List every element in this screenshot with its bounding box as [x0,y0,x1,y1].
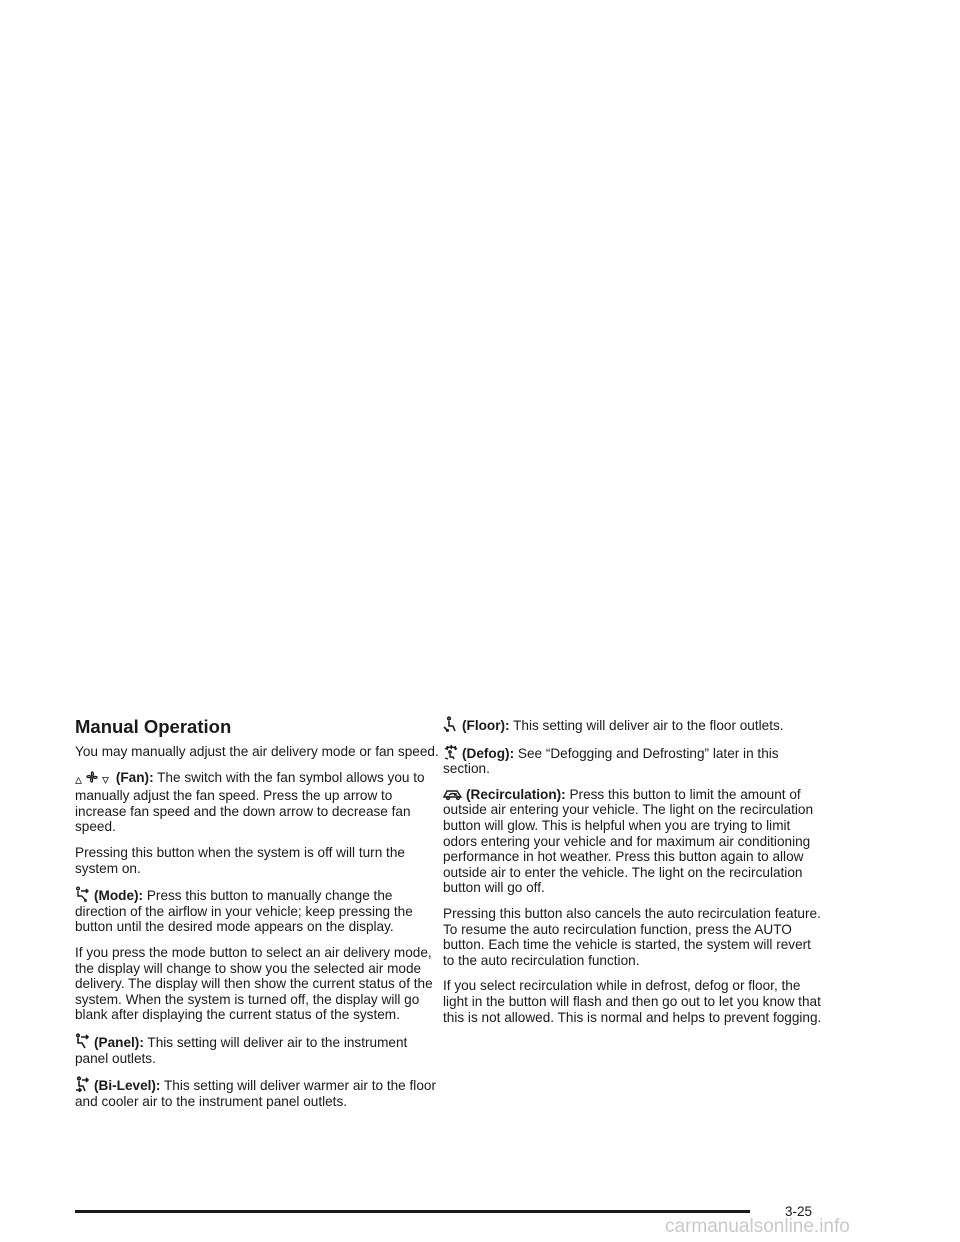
floor-paragraph [443,716,823,734]
intro-paragraph: You may manually adjust the air delivery mode or fan speed. [75,744,439,759]
fan-text: The switch with the fan symbol allows you to manually adjust the fan speed. Press the up arrow to increase fan speed and the down arrow to decrease fan speed. [75,769,425,835]
bilevel-text: This setting will deliver warmer air to the floor and cooler air to the instrument panel outlets. [75,1078,436,1109]
defog-text: See “Defogging and Defrosting” later in this section. [443,745,779,777]
mode-term: (Mode): [94,888,144,904]
fan-note: Pressing this button when the system is off will turn the system on. [75,844,405,876]
mode-text: Press this button to manually change the direction of the airflow in your vehicle; keep pressing the button until the desired mode appears on the display. [75,888,413,935]
floor-term: (Floor): [462,718,510,733]
watermark: carmanualsonline.info [665,1216,850,1237]
right-column [443,716,823,1035]
recirculation-note-1: Pressing this button also cancels the auto recirculation feature. To resume the auto recirculation function, press the AUTO button. Each time the vehicle is started, the system will revert to the auto recirculation function. [443,905,821,968]
panel-paragraph [75,1033,440,1066]
page-number: 3-25 [785,1204,813,1219]
mode-icon [75,886,91,902]
bilevel-term: (Bi-Level): [94,1078,161,1094]
bilevel-paragraph [75,1076,440,1109]
fan-icon [85,770,99,784]
defog-term: (Defog): [462,745,515,761]
mode-note: If you press the mode button to select an air delivery mode, the display will change to show you the selected air mode delivery. The display will then show the current status of the system. When the system is turned off, the display will go blank after displaying the current status of the system. [75,944,433,1023]
left-column [75,716,440,1119]
panel-vent-icon [75,1033,91,1049]
fan-term: (Fan): [115,769,154,785]
mode-paragraph [75,886,440,935]
fan-down-icon: ▿ [102,771,110,788]
recirculation-note-2: If you select recirculation while in defrost, defog or floor, the light in the button will flash and then go out to let you know that this is not allowed. This is normal and helps to prevent fogging. [443,978,822,1025]
recirculation-paragraph [443,787,823,896]
defog-icon [443,744,459,760]
floor-text: This setting will deliver air to the floor outlets. [513,718,784,733]
panel-term: (Panel): [94,1034,144,1050]
fan-paragraph [75,770,440,835]
footer-rule [75,1210,750,1213]
bi-level-icon [75,1076,91,1092]
defog-paragraph [443,744,823,777]
fan-up-down-icon: ▵ [75,771,83,788]
panel-text: This setting will deliver air to the instrument panel outlets. [75,1034,408,1066]
floor-vent-icon [443,716,459,732]
section-heading: Manual Operation [75,716,232,737]
recirculation-text: Press this button to limit the amount of outside air entering your vehicle. The light on the recirculation button will glow. This is helpful when you are trying to limit odors entering your vehicle and for maximum air conditioning performance in hot weather. Press this button again to allow outside air to enter the vehicle. The light on the recirculation button will go off. [443,786,814,896]
recirculation-term: (Recirculation): [466,786,566,802]
recirculation-icon [443,787,463,801]
